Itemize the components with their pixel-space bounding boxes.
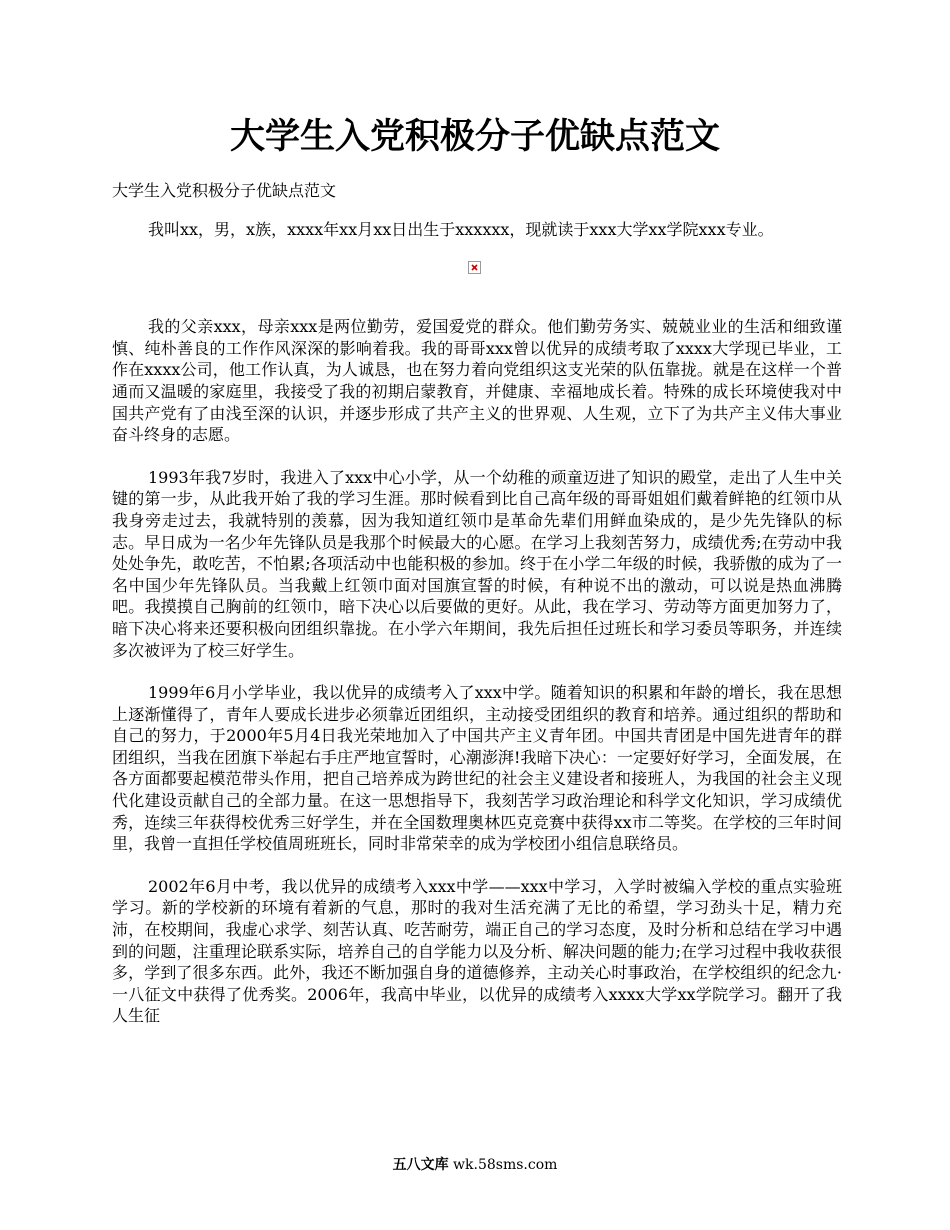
- document-body: [112, 180, 842, 1048]
- document-subtitle: 大学生入党积极分子优缺点范文: [112, 181, 337, 200]
- broken-image-icon: [468, 261, 481, 274]
- paragraph-family: 我的父亲xxx，母亲xxx是两位勤劳，爱国爱党的群众。他们勤劳务实、兢兢业业的生活和细致谨慎、纯朴善良的工作作风深深的影响着我。我的哥哥xxx曾以优异的成绩考取了xxxx大学现已毕业，工作在xxxx公司，他工作认真，为人诚恳，也在努力着向党组织这支光荣的队伍靠拢。就是在这样一个普通而又温暖的家庭里，我接受了我的初期启蒙教育，并健康、幸福地成长着。特殊的成长环境使我对中国共产党有了由浅至深的认识，并逐步形成了共产主义的世界观、人生观，立下了为共产主义伟大事业奋斗终身的志愿。: [112, 317, 842, 445]
- paragraph-primary-school: 1993年我7岁时，我进入了xxx中心小学，从一个幼稚的顽童迈进了知识的殿堂，走出了人生中关键的第一步，从此我开始了我的学习生涯。那时候看到比自己高年级的哥哥姐姐们戴着鲜艳的红领巾从我身旁走过去，我就特别的羡慕，因为我知道红领巾是革命先辈们用鲜血染成的，是少先先锋队的标志。早日成为一名少年先锋队员是我那个时候最大的心愿。在学习上我刻苦努力，成绩优秀;在劳动中我处处争先，敢吃苦，不怕累;各项活动中也能积极的参加。终于在小学二年级的时候，我骄傲的成为了一名中国少年先锋队员。当我戴上红领巾面对国旗宣誓的时候，有种说不出的激动，可以说是热血沸腾吧。我摸摸自己胸前的红领巾，暗下决心以后要做的更好。从此，我在学习、劳动等方面更加努力了，暗下决心将来还要积极向团组织靠拢。在小学六年期间，我先后担任过班长和学习委员等职务，并连续多次被评为了校三好学生。: [112, 467, 842, 660]
- paragraph-intro: 我叫xx，男，x族，xxxx年xx月xx日出生于xxxxxx，现就读于xxx大学xx学院xxx专业。: [148, 219, 774, 239]
- footer-brand: 五八文库: [392, 1157, 449, 1173]
- paragraph-middle-school: 1999年6月小学毕业，我以优异的成绩考入了xxx中学。随着知识的积累和年龄的增长，我在思想上逐渐懂得了，青年人要成长进步必须靠近团组织，主动接受团组织的教育和培养。通过组织的帮助和自己的努力，于2000年5月4日我光荣地加入了中国共产主义青年团。中国共青团是中国先进青年的群团组织，当我在团旗下举起右手庄严地宣誓时，心潮澎湃!我暗下决心：一定要好好学习，全面发展，在各方面都要起模范带头作用，把自己培养成为跨世纪的社会主义建设者和接班人，为我国的社会主义现代化建设贡献自己的全部力量。在这一思想指导下，我刻苦学习政治理论和科学文化知识，学习成绩优秀，连续三年获得校优秀三好学生，并在全国数理奥林匹克竞赛中获得xx市二等奖。在学校的三年时间里，我曾一直担任学校值周班班长，同时非常荣幸的成为学校团小组信息联络员。: [112, 683, 842, 854]
- image-placeholder: [112, 261, 842, 316]
- paragraph-high-school: 2002年6月中考，我以优异的成绩考入xxx中学——xxx中学习，入学时被编入学校的重点实验班学习。新的学校新的环境有着新的气息，那时的我对生活充满了无比的希望，学习劲头十足，精力充沛，在校期间，我虚心求学、刻苦认真、吃苦耐劳，端正自己的学习态度，及时分析和总结在学习中遇到的问题，注重理论联系实际，培养自己的自学能力以及分析、解决问题的能力;在学习过程中我收获很多，学到了很多东西。此外，我还不断加强自身的道德修养，主动关心时事政治，在学校组织的纪念九·一八征文中获得了优秀奖。2006年，我高中毕业，以优异的成绩考入xxxx大学xx学院学习。翻开了我人生征: [112, 876, 842, 1026]
- document-title: 大学生入党积极分子优缺点范文: [229, 116, 720, 157]
- footer-url[interactable]: wk.58sms.com: [453, 1157, 558, 1173]
- page-footer: [0, 1156, 950, 1174]
